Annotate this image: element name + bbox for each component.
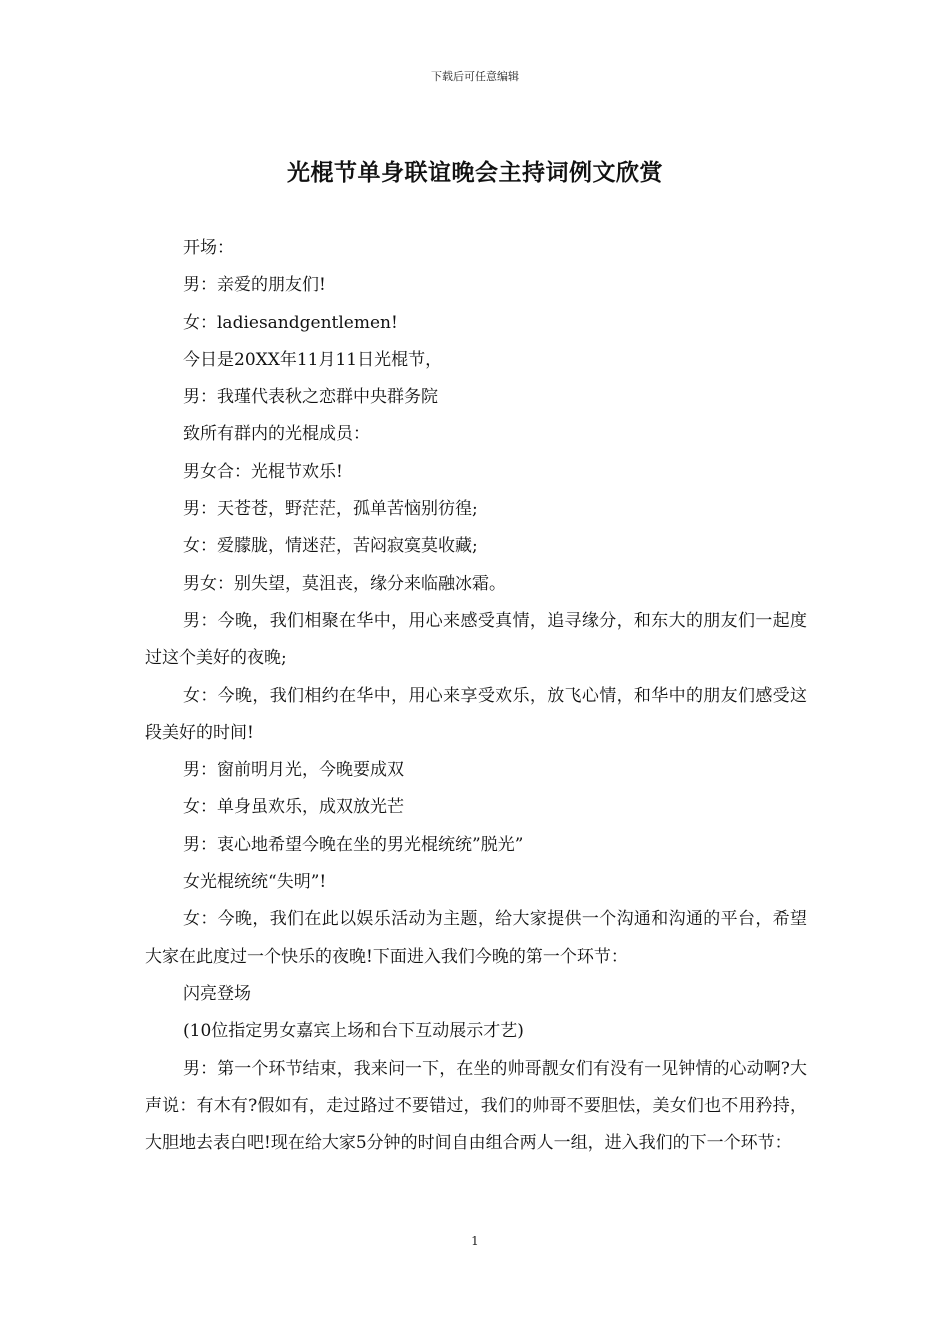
- paragraph: 女：单身虽欢乐，成双放光芒: [183, 797, 404, 818]
- paragraph: 男：衷心地希望今晚在坐的男光棍统统”脱光”: [183, 834, 524, 855]
- paragraph: (10位指定男女嘉宾上场和台下互动展示才艺): [183, 1021, 524, 1042]
- page-header: 下载后可任意编辑: [431, 70, 519, 83]
- paragraph: 男：第一个环节结束，我来问一下，在坐的帅哥靓女们有没有一见钟情的心动啊?大声说：有木有?假如有，走过路过不要错过，我们的帅哥不要胆怯，美女们也不用矜持，大胆地去表白吧!现在给大家5分钟的时间自由组合两人一组，进入我们的下一个环节：: [145, 1058, 807, 1154]
- paragraph: 男：天苍苍，野茫茫，孤单苦恼别彷徨;: [183, 499, 478, 520]
- paragraph: 男女：别失望，莫沮丧，缘分来临融冰霜。: [183, 573, 506, 594]
- paragraph: 女：今晚，我们相约在华中，用心来享受欢乐，放飞心情，和华中的朋友们感受这段美好的时间!: [145, 685, 807, 743]
- paragraph: 女：ladiesandgentlemen!: [183, 312, 398, 333]
- paragraph: 女：爱朦胧，情迷茫，苦闷寂寞莫收藏;: [183, 536, 478, 557]
- paragraph: 男：今晚，我们相聚在华中，用心来感受真情，追寻缘分，和东大的朋友们一起度过这个美好的夜晚;: [145, 610, 807, 669]
- paragraph: 女光棍统统“失明”!: [183, 872, 327, 893]
- paragraph: 男：我瑾代表秋之恋群中央群务院: [183, 387, 438, 408]
- paragraph: 开场：: [183, 238, 234, 258]
- page-number: 1: [471, 1234, 479, 1248]
- document-body: [145, 230, 807, 1162]
- document-title: 光棍节单身联谊晚会主持词例文欣赏: [287, 159, 663, 186]
- paragraph: 闪亮登场: [183, 983, 251, 1004]
- paragraph: 男女合：光棍节欢乐!: [183, 461, 343, 482]
- paragraph: 男：窗前明月光，今晚要成双: [183, 760, 404, 781]
- paragraph: 女：今晚，我们在此以娱乐活动为主题，给大家提供一个沟通和沟通的平台，希望大家在此度过一个快乐的夜晚!下面进入我们今晚的第一个环节：: [145, 909, 807, 967]
- paragraph: 致所有群内的光棍成员：: [183, 424, 370, 445]
- paragraph: 男：亲爱的朋友们!: [183, 275, 326, 296]
- paragraph: 今日是20XX年11月11日光棍节，: [183, 349, 443, 370]
